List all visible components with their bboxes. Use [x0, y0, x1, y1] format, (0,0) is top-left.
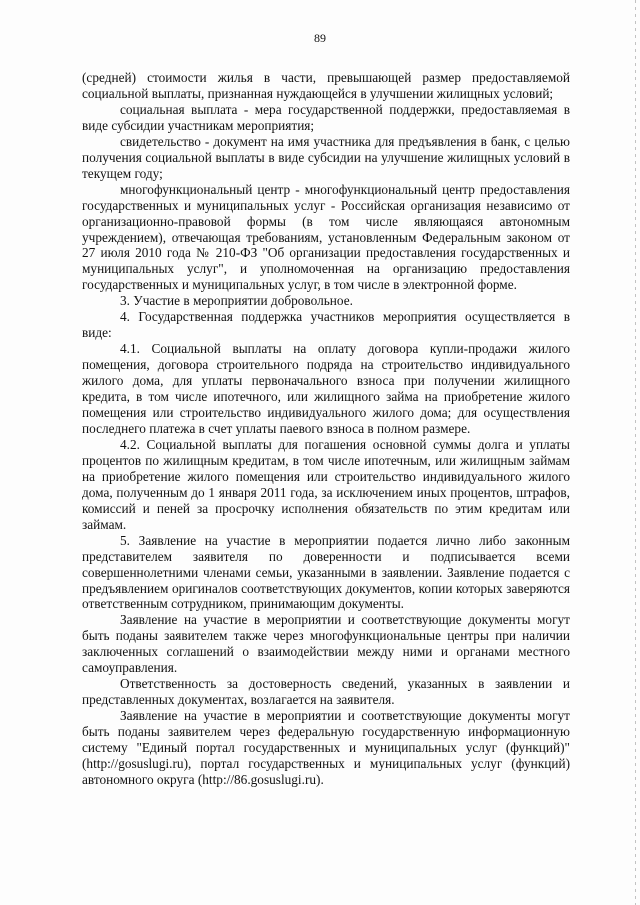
paragraph-mfc-definition: многофункциональный центр - многофункциональный центр предоставления государственных и муниципальных услуг - Российская организация независимо от организационно-правовой формы (в том числе являющаяся автономным учреждением), отвечающая требованиям, установленным Федеральным законом от 27 июля 2010 года № 210-ФЗ "Об организации предоставления государственных и муниципальных услуг", и уполномоченная на организацию предоставления государственных и муниципальных услуг, в том числе в электронной форме. — [82, 181, 570, 293]
paragraph-item-4: 4. Государственная поддержка участников мероприятия осуществляется в виде: — [82, 309, 570, 341]
paragraph-item-5: 5. Заявление на участие в мероприятии подается лично либо законным представителем заявителя по доверенности и подписывается всеми совершеннолетними членами семьи, указанными в заявлении. Заявление подается с предъявлением оригиналов соответствующих документов, копии которых заверяются ответственным сотрудником, принимающим документы. — [82, 532, 570, 612]
paragraph-responsibility: Ответственность за достоверность сведений, указанных в заявлении и представленных документах, возлагается на заявителя. — [82, 676, 570, 708]
paragraph-online-submission: Заявление на участие в мероприятии и соответствующие документы могут быть поданы заявителем через федеральную государственную информационную систему "Единый портал государственных и муниципальных услуг (функций)" (http://gosuslugi.ru), портал государственных и муниципальных услуг (функций) автономного округа (http://86.gosuslugi.ru). — [82, 708, 570, 787]
paragraph-certificate-definition: свидетельство - документ на имя участника для предъявления в банк, с целью получения социальной выплаты в виде субсидии на улучшение жилищных условий в текущем году; — [82, 133, 570, 181]
paragraph-continuation: (средней) стоимости жилья в части, превышающей размер предоставляемой социальной выплаты, признанная нуждающейся в улучшении жилищных условий; — [82, 70, 570, 101]
paragraph-item-4-1: 4.1. Социальной выплаты на оплату договора купли-продажи жилого помещения, договора строительного подряда на строительство индивидуального жилого дома, для уплаты первоначального взноса при получении жилищного кредита, в том числе ипотечного, или жилищного займа на приобретение жилого помещения или строительство индивидуального жилого дома; для осуществления последнего платежа в счет уплаты паевого взноса в полном размере. — [82, 341, 570, 436]
paragraph-item-3: 3. Участие в мероприятии добровольное. — [120, 293, 353, 309]
scan-edge — [635, 0, 636, 905]
page-number: 89 — [314, 31, 326, 45]
paragraph-mfc-submission: Заявление на участие в мероприятии и соответствующие документы могут быть поданы заявителем также через многофункциональные центры при наличии заключенных соглашений о взаимодействии между ними и органами местного самоуправления. — [82, 612, 570, 676]
document-body — [82, 70, 570, 788]
paragraph-item-4-2: 4.2. Социальной выплаты для погашения основной суммы долга и уплаты процентов по жилищным кредитам, в том числе ипотечным, или жилищным займам на приобретение жилого помещения или строительство индивидуального жилого дома, полученным до 1 января 2011 года, за исключением иных процентов, штрафов, комиссий и пеней за просрочку исполнения обязательств по этим кредитам или займам. — [82, 436, 570, 532]
paragraph-social-payment-definition: социальная выплата - мера государственной поддержки, предоставляемая в виде субсидии участникам мероприятия; — [82, 101, 570, 133]
